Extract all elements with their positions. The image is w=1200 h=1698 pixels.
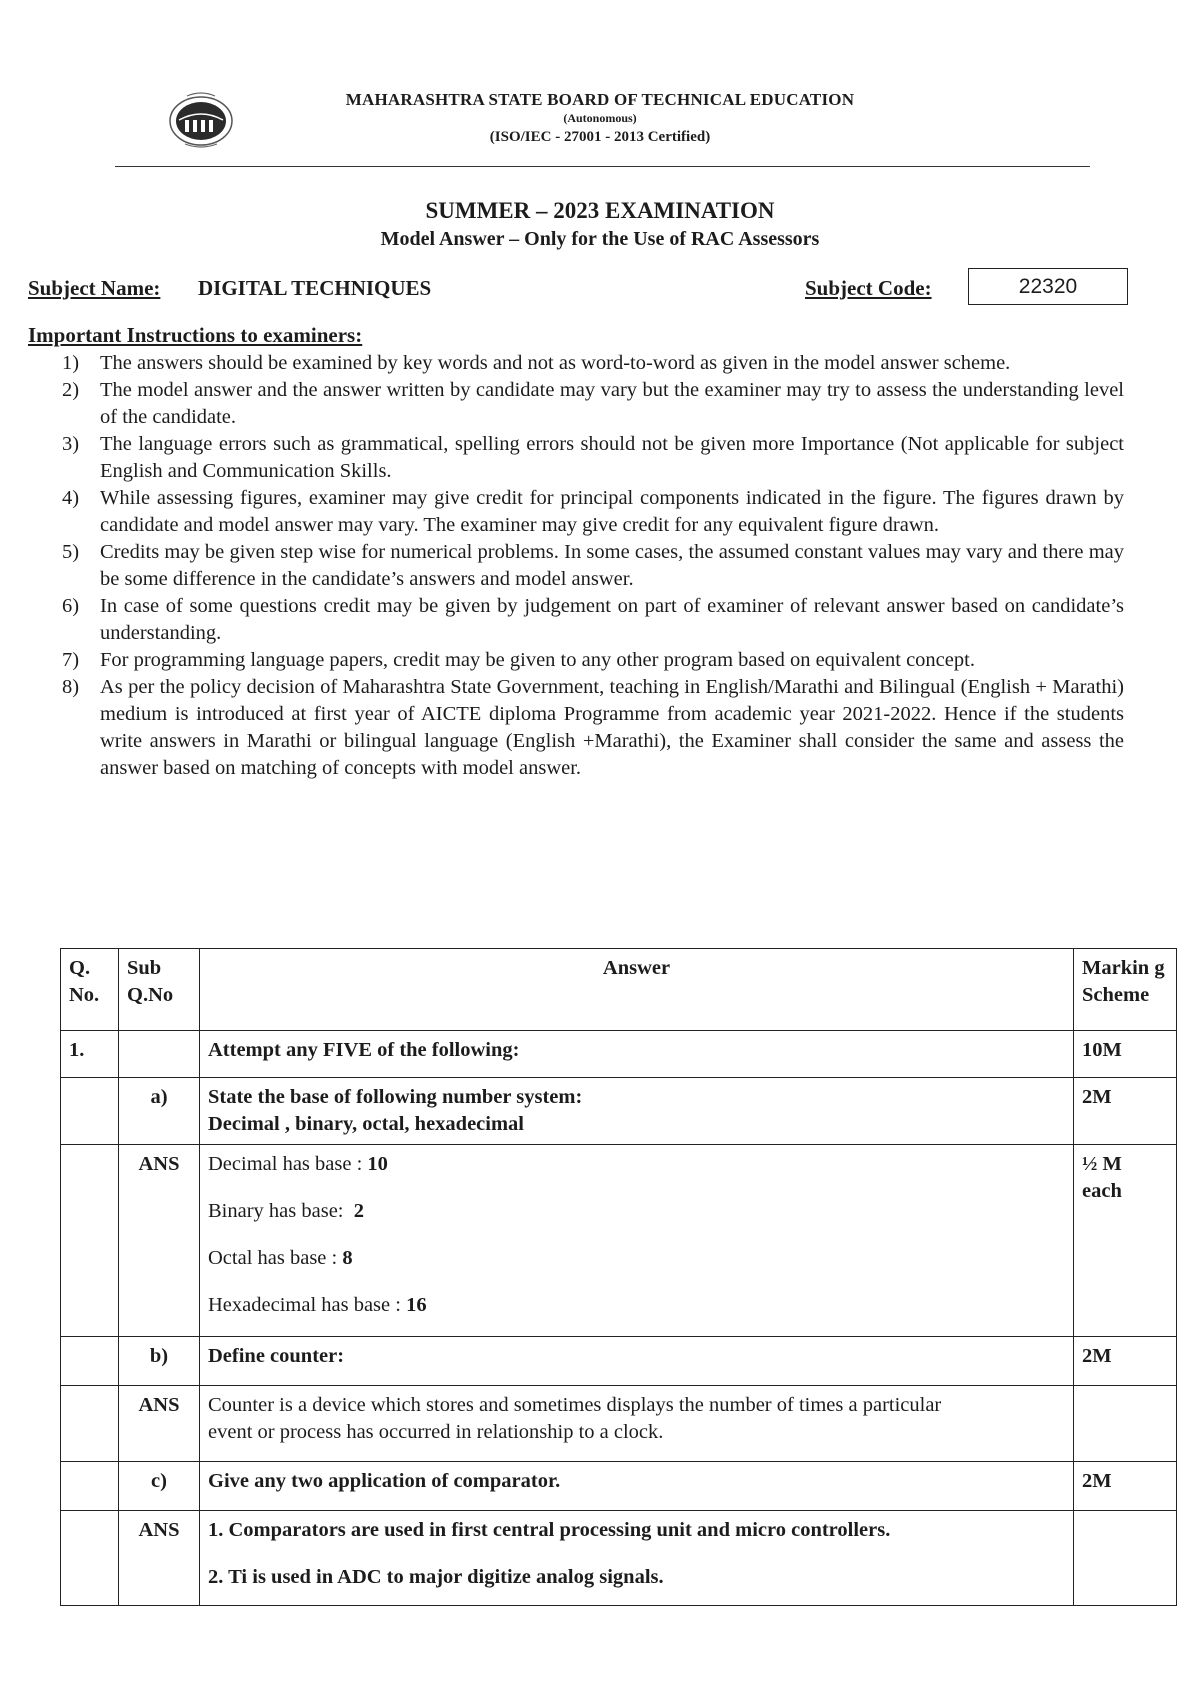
sub-question-marks: 2M — [1074, 1462, 1177, 1511]
organization-name: MAHARASHTRA STATE BOARD OF TECHNICAL EDUCATION — [345, 90, 855, 109]
sub-question-line: Decimal , binary, octal, hexadecimal — [208, 1113, 524, 1135]
answer-line: 2. Ti is used in ADC to major digitize analog signals. — [208, 1566, 664, 1588]
table-row — [61, 1386, 1177, 1462]
answer-table — [60, 948, 1177, 1606]
sub-question-number: b) — [119, 1337, 200, 1386]
question-text: Attempt any FIVE of the following: — [200, 1031, 1074, 1078]
table-row — [61, 1145, 1177, 1337]
question-marks: 10M — [1074, 1031, 1177, 1078]
instruction-text: The model answer and the answer written by candidate may vary but the examiner may try to assess the understanding level of the candidate. — [100, 379, 1124, 428]
answer-marks-line: each — [1082, 1180, 1122, 1202]
header-divider — [115, 166, 1090, 167]
instructions-list — [62, 350, 1124, 782]
autonomous-label: (Autonomous) — [563, 111, 637, 125]
instruction-number: 7) — [62, 649, 80, 671]
sub-question-number: c) — [119, 1462, 200, 1511]
empty-cell — [1074, 1386, 1177, 1462]
msbte-logo-icon — [165, 90, 237, 148]
certification-label: (ISO/IEC - 27001 - 2013 Certified) — [489, 129, 711, 145]
table-row — [61, 1511, 1177, 1606]
empty-cell — [61, 1386, 119, 1462]
instruction-item — [62, 593, 1124, 647]
subject-name: DIGITAL TECHNIQUES — [198, 276, 432, 300]
empty-cell — [61, 1511, 119, 1606]
answer-line-text: Octal has base : — [208, 1247, 343, 1269]
table-header-row — [61, 949, 1177, 1031]
answer-text — [200, 1511, 1074, 1606]
empty-cell — [61, 1145, 119, 1337]
subject-code: 22320 — [1018, 274, 1078, 298]
instruction-item — [62, 431, 1124, 485]
header-subqno: Sub Q.No — [119, 949, 200, 1031]
sub-question-line: State the base of following number system: — [208, 1086, 583, 1108]
sub-question-marks: 2M — [1074, 1337, 1177, 1386]
answer-line — [208, 1245, 1065, 1272]
answer-line — [208, 1198, 1065, 1225]
subject-code-box — [968, 268, 1128, 305]
instruction-item — [62, 350, 1124, 377]
answer-label: ANS — [119, 1145, 200, 1337]
header-qno: Q. No. — [61, 949, 119, 1031]
sub-question-text: Give any two application of comparator. — [200, 1462, 1074, 1511]
instruction-text: As per the policy decision of Maharashtra State Government, teaching in English/Marathi and Bilingual (English + Marathi) medium is introduced at first year of AICTE diploma Programme from academic year 2021-2022. Hence if the students write answers in Marathi or bilingual language (English +Marathi), the Examiner shall consider the same and assess the answer based on matching of concepts with model answer. — [100, 676, 1124, 779]
answer-text — [200, 1145, 1074, 1337]
empty-cell — [1074, 1511, 1177, 1606]
instruction-number: 5) — [62, 541, 80, 563]
instruction-item — [62, 674, 1124, 782]
sub-question-number: a) — [119, 1078, 200, 1145]
answer-line: 1. Comparators are used in first central processing unit and micro controllers. — [208, 1519, 891, 1541]
instruction-item — [62, 539, 1124, 593]
empty-cell — [119, 1031, 200, 1078]
instruction-number: 3) — [62, 433, 80, 455]
sub-question-text — [200, 1078, 1074, 1145]
instruction-text: The answers should be examined by key words and not as word-to-word as given in the model answer scheme. — [100, 352, 1011, 374]
instruction-number: 1) — [62, 352, 80, 374]
instruction-text: For programming language papers, credit may be given to any other program based on equivalent concept. — [100, 649, 975, 671]
instruction-item — [62, 647, 1124, 674]
table-row — [61, 1462, 1177, 1511]
instruction-number: 4) — [62, 487, 80, 509]
subject-name-label: Subject Name: — [28, 276, 161, 300]
instruction-item — [62, 377, 1124, 431]
sub-question-text: Define counter: — [200, 1337, 1074, 1386]
instruction-item — [62, 485, 1124, 539]
instructions-title: Important Instructions to examiners: — [28, 323, 363, 347]
instruction-text: In case of some questions credit may be given by judgement on part of examiner of relevant answer based on candidate’s understanding. — [100, 595, 1124, 644]
empty-cell — [61, 1337, 119, 1386]
answer-line — [208, 1292, 1065, 1319]
answer-marks — [1074, 1145, 1177, 1337]
answer-line — [208, 1151, 1065, 1178]
answer-text: Counter is a device which stores and sometimes displays the number of times a particular event or process has occurred in relationship to a clock. — [200, 1386, 1074, 1462]
instruction-text: The language errors such as grammatical, spelling errors should not be given more Importance (Not applicable for subject English and Communication Skills. — [100, 433, 1124, 482]
answer-label: ANS — [119, 1386, 200, 1462]
empty-cell — [61, 1462, 119, 1511]
empty-cell — [61, 1078, 119, 1145]
exam-title: SUMMER – 2023 EXAMINATION — [425, 198, 775, 223]
answer-line-text: Binary has base: — [208, 1200, 354, 1222]
answer-line-text: Hexadecimal has base : — [208, 1294, 407, 1316]
answer-line-value: 8 — [342, 1247, 353, 1269]
instruction-number: 8) — [62, 676, 80, 698]
header-answer: Answer — [200, 949, 1074, 1031]
instruction-text: While assessing figures, examiner may give credit for principal components indicated in the figure. The figures drawn by candidate and model answer may vary. The examiner may give credit for any equivalent figure drawn. — [100, 487, 1124, 536]
instruction-number: 2) — [62, 379, 80, 401]
answer-line-value: 10 — [367, 1153, 388, 1175]
instruction-number: 6) — [62, 595, 80, 617]
table-row — [61, 1337, 1177, 1386]
table-row — [61, 1031, 1177, 1078]
instruction-text: Credits may be given step wise for numerical problems. In some cases, the assumed constant values may vary and there may be some difference in the candidate’s answers and model answer. — [100, 541, 1124, 590]
sub-question-marks: 2M — [1074, 1078, 1177, 1145]
question-number: 1. — [61, 1031, 119, 1078]
answer-line-text: Decimal has base : — [208, 1153, 368, 1175]
subject-code-label: Subject Code: — [805, 276, 932, 300]
answer-marks-line: ½ M — [1082, 1153, 1122, 1175]
answer-line-value: 16 — [406, 1294, 427, 1316]
table-row — [61, 1078, 1177, 1145]
answer-line-value: 2 — [353, 1200, 364, 1222]
exam-subtitle: Model Answer – Only for the Use of RAC Assessors — [380, 228, 820, 250]
header-marking-scheme: Markin g Scheme — [1074, 949, 1177, 1031]
answer-label: ANS — [119, 1511, 200, 1606]
